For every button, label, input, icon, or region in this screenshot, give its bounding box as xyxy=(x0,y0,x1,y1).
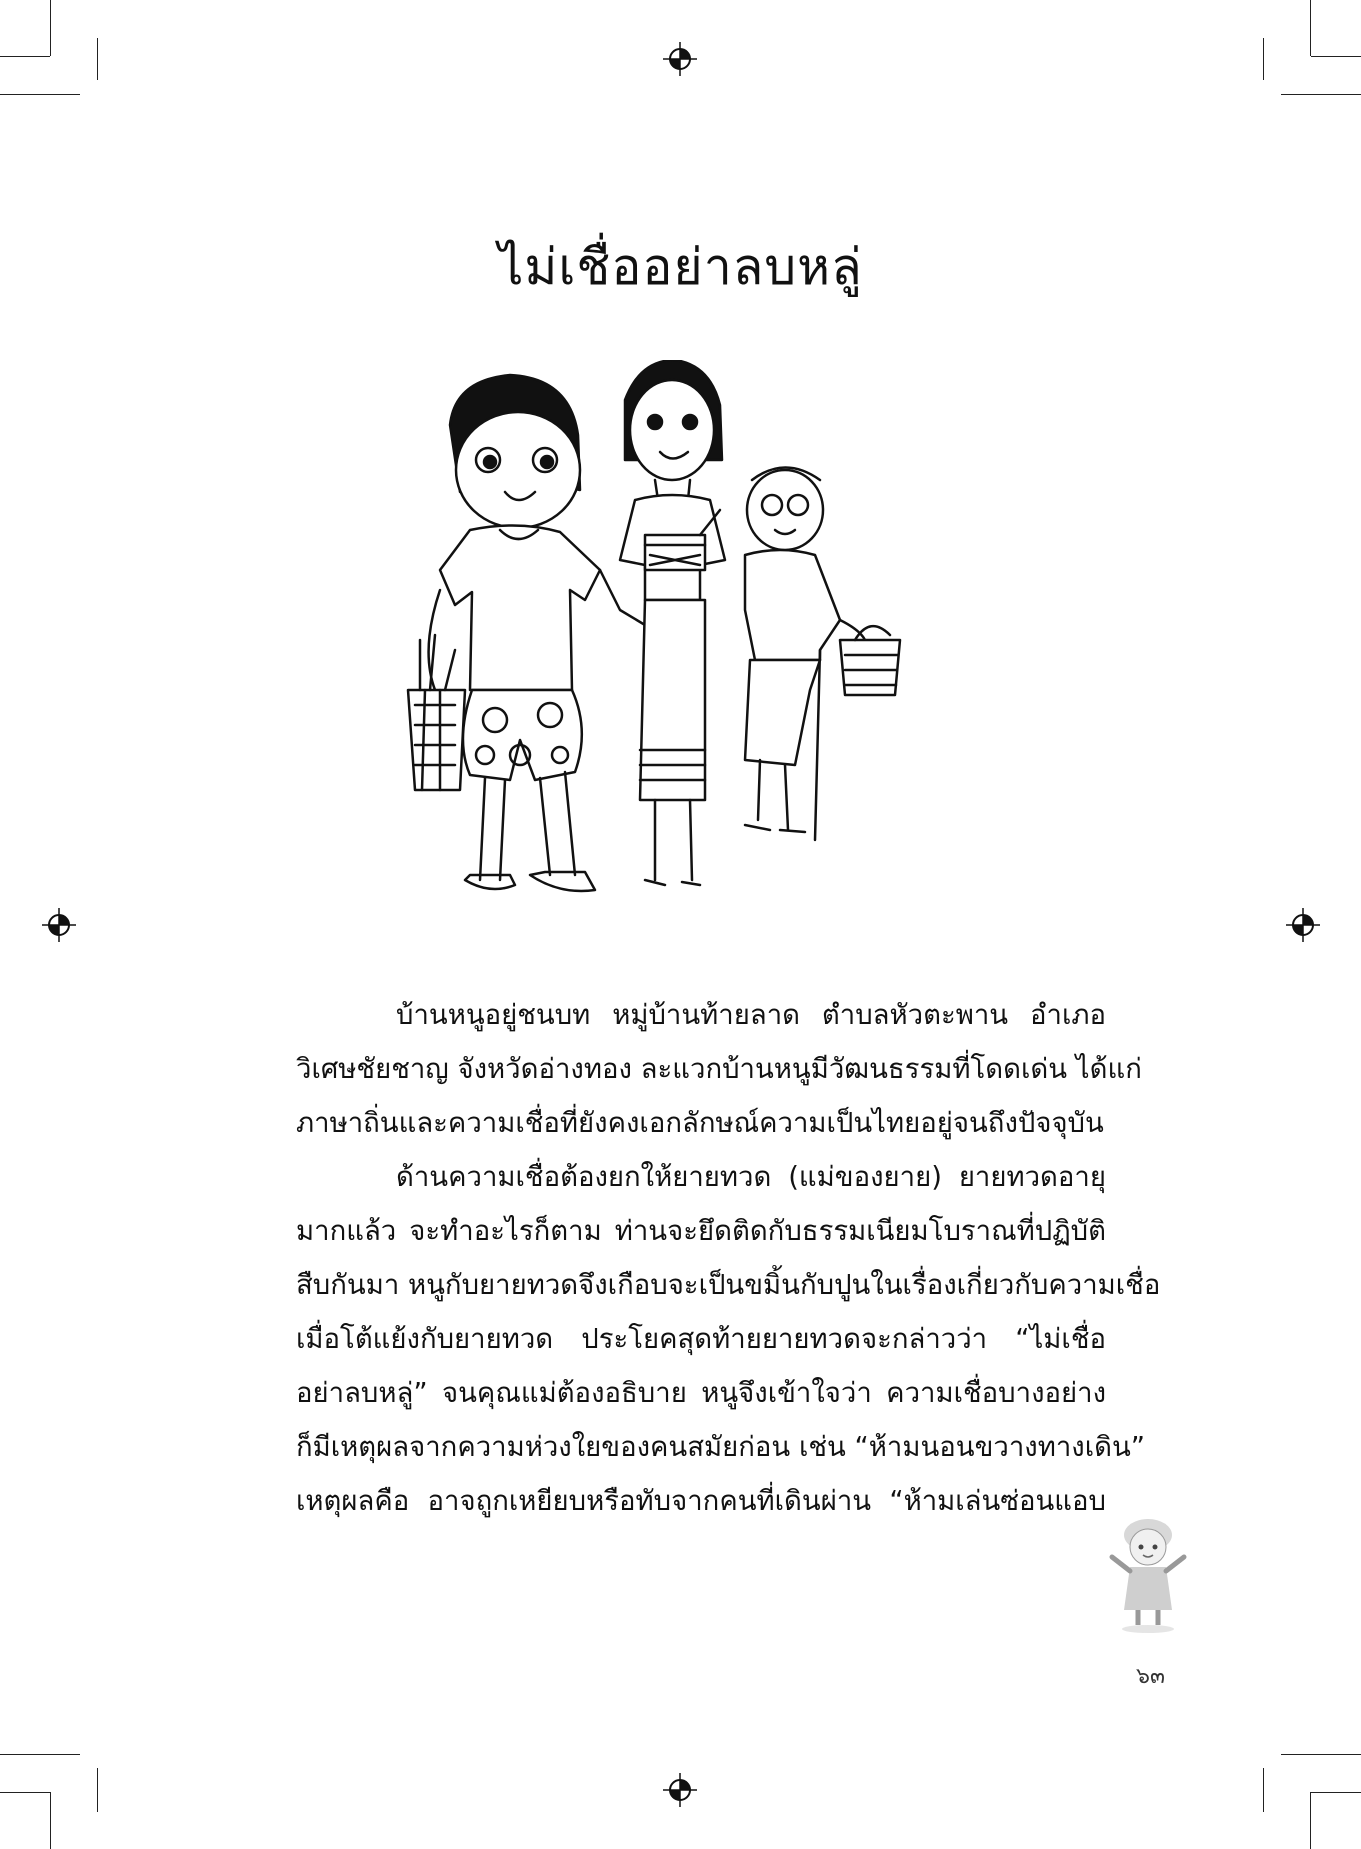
text-line: สืบกันมา หนูกับยายทวดจึงเกือบจะเป็นขมิ้นกับปูนในเรื่องเกี่ยวกับความเชื่อ xyxy=(296,1269,1161,1301)
crop-mark-top-left-h2 xyxy=(0,94,80,95)
registration-mark-icon-right xyxy=(1286,908,1320,942)
crop-mark-top-right-h2 xyxy=(1281,94,1361,95)
girl-mother-grandmother-illustration xyxy=(400,360,1020,960)
crop-mark-top-right-v xyxy=(1310,0,1311,56)
crop-mark-bottom-left-h xyxy=(0,1792,50,1793)
crop-mark-bottom-right-v xyxy=(1310,1792,1311,1849)
registration-mark-icon-top xyxy=(663,42,697,76)
text-line: อย่าลบหลู่” จนคุณแม่ต้องอธิบาย หนูจึงเข้าใจว่า ความเชื่อบางอย่าง xyxy=(296,1377,1106,1409)
crop-mark-bottom-left-v xyxy=(50,1792,51,1849)
text-line: มากแล้ว จะทำอะไรก็ตาม ท่านจะยึดติดกับธรรมเนียมโบราณที่ปฏิบัติ xyxy=(296,1215,1106,1247)
paragraph-1 xyxy=(296,988,1142,1150)
crop-mark-top-left-v2 xyxy=(97,38,98,80)
crop-mark-top-left-v xyxy=(50,0,51,56)
crop-mark-top-right-v2 xyxy=(1263,38,1264,80)
text-line: วิเศษชัยชาญ จังหวัดอ่างทอง ละแวกบ้านหนูมีวัฒนธรรมที่โดดเด่น ได้แก่ xyxy=(296,1053,1142,1085)
text-line: บ้านหนูอยู่ชนบท หมู่บ้านท้ายลาด ตำบลหัวตะพาน อำเภอ xyxy=(396,999,1106,1031)
registration-mark-icon-bottom xyxy=(663,1773,697,1807)
crop-mark-bottom-left-h2 xyxy=(0,1754,80,1755)
child-mascot-icon xyxy=(1108,1505,1188,1635)
crop-mark-top-left-h xyxy=(0,56,50,57)
registration-mark-icon-left xyxy=(42,908,76,942)
paragraph-2 xyxy=(296,1150,1161,1528)
text-line: ด้านความเชื่อต้องยกให้ยายทวด (แม่ของยาย) ยายทวดอายุ xyxy=(396,1161,1106,1193)
crop-mark-bottom-left-v2 xyxy=(97,1768,98,1812)
text-line: เมื่อโต้แย้งกับยายทวด ประโยคสุดท้ายยายทวดจะกล่าวว่า “ไม่เชื่อ xyxy=(296,1323,1106,1355)
story-body xyxy=(296,988,1161,1528)
page-title: ไม่เชื่ออย่าลบหลู่ xyxy=(498,238,863,296)
crop-mark-bottom-right-h2 xyxy=(1281,1754,1361,1755)
crop-mark-bottom-right-v2 xyxy=(1263,1768,1264,1812)
crop-mark-bottom-right-h xyxy=(1311,1792,1361,1793)
text-line: เหตุผลคือ อาจถูกเหยียบหรือทับจากคนที่เดินผ่าน “ห้ามเล่นซ่อนแอบ xyxy=(296,1485,1106,1517)
page-number: ๖๓ xyxy=(1136,1664,1166,1689)
text-line: ภาษาถิ่นและความเชื่อที่ยังคงเอกลักษณ์ความเป็นไทยอยู่จนถึงปัจจุบัน xyxy=(296,1107,1104,1139)
text-line: ก็มีเหตุผลจากความห่วงใยของคนสมัยก่อน เช่น “ห้ามนอนขวางทางเดิน” xyxy=(296,1431,1146,1463)
crop-mark-top-right-h xyxy=(1311,56,1361,57)
